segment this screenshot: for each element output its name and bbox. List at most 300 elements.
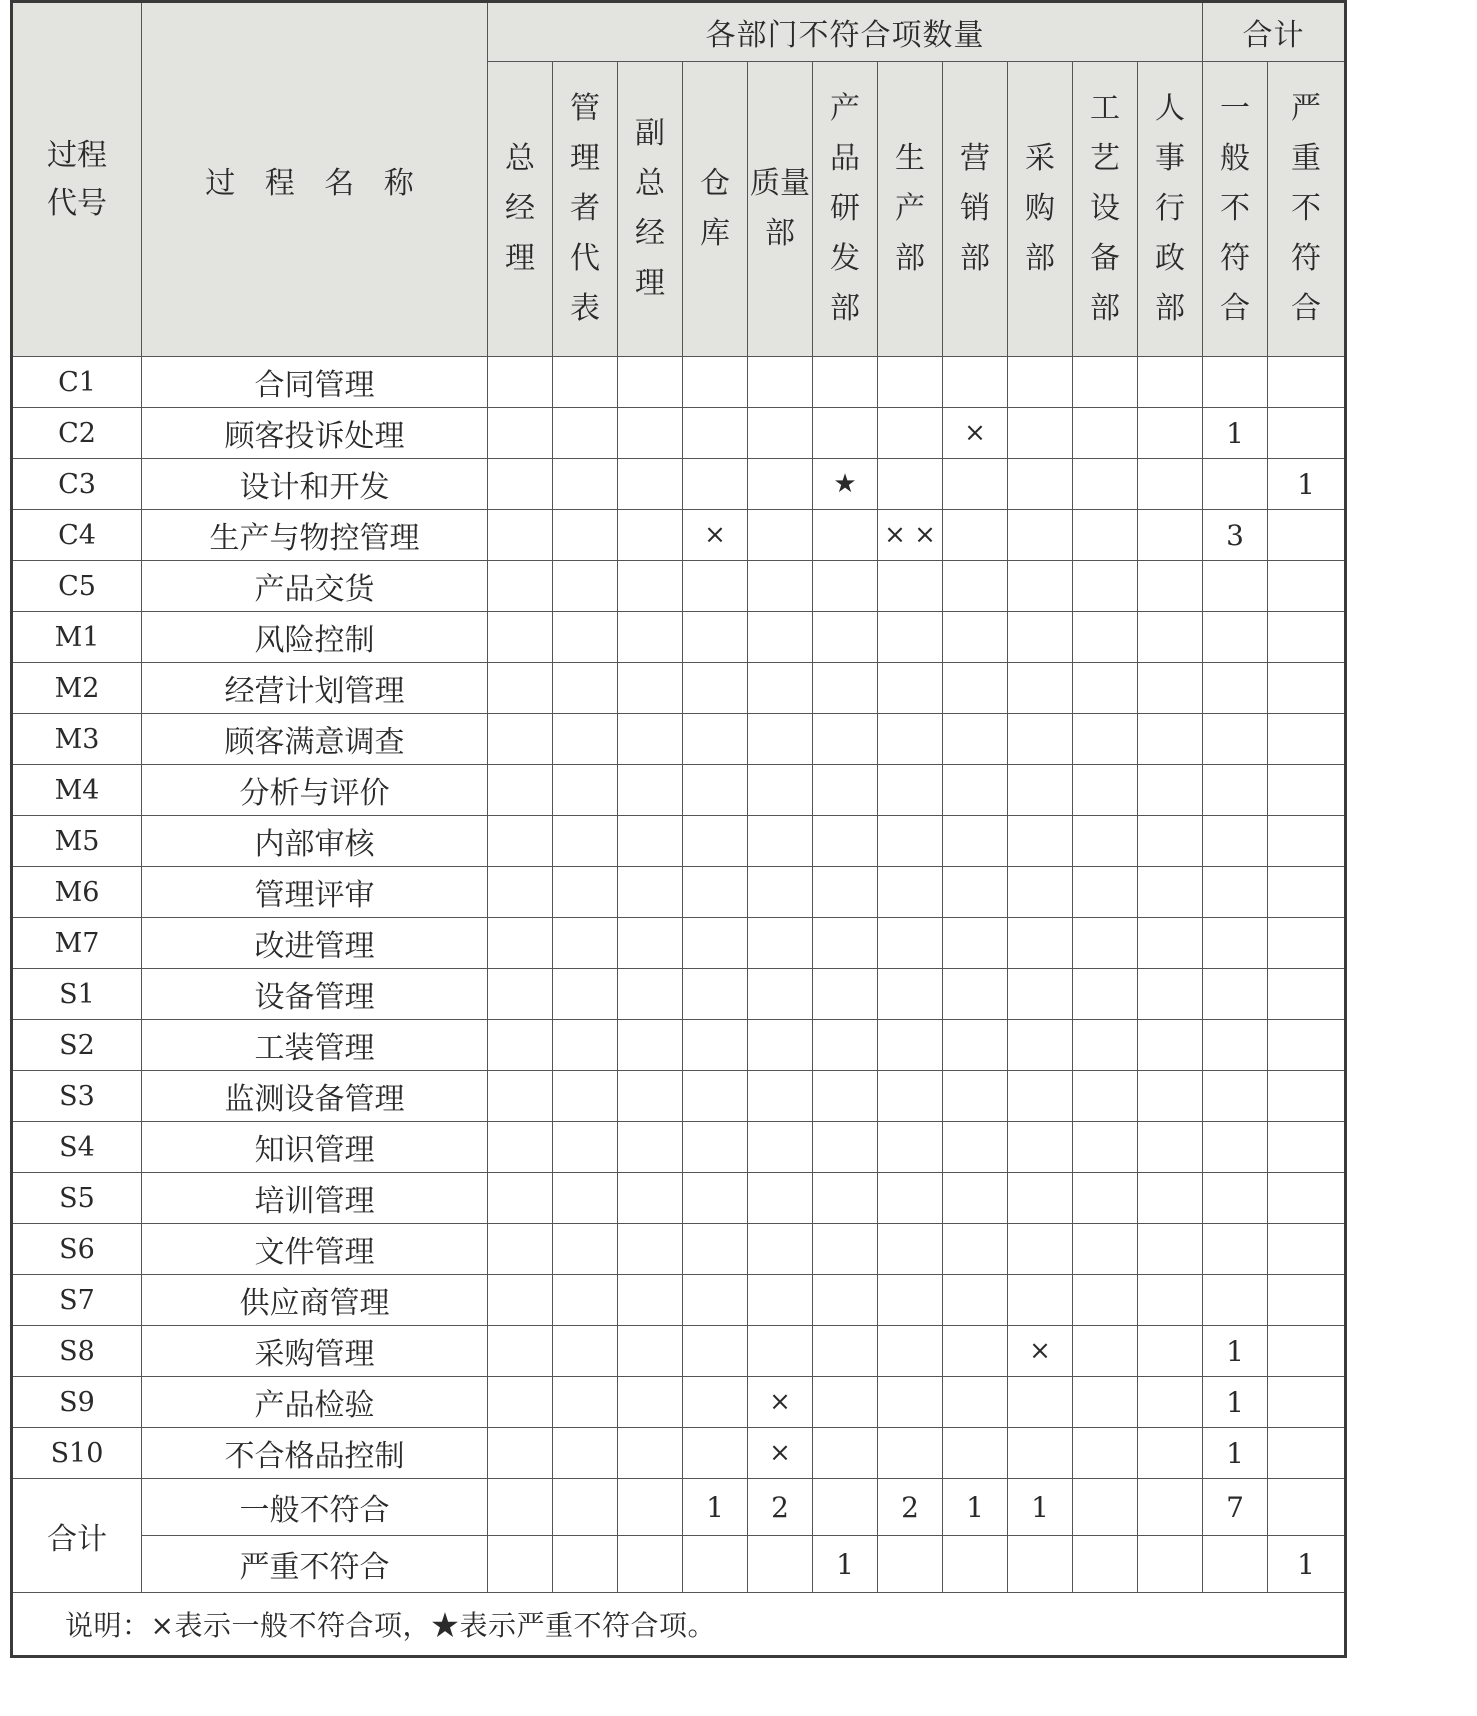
dept-cell (1138, 714, 1203, 765)
dept-cell (878, 765, 943, 816)
serious-total-cell (1268, 1377, 1346, 1428)
serious-total-cell (1268, 867, 1346, 918)
dept-cell (553, 867, 618, 918)
dept-cell (1138, 1071, 1203, 1122)
dept-cell (618, 714, 683, 765)
dept-cell (943, 1377, 1008, 1428)
serious-total-cell (1268, 1071, 1346, 1122)
process-code: M6 (12, 867, 142, 918)
table-row (12, 1377, 1346, 1428)
dept-cell (813, 765, 878, 816)
header-process-name: 过 程 名 称 (142, 2, 488, 357)
dept-cell (943, 1275, 1008, 1326)
dept-cell (488, 1071, 553, 1122)
dept-cell (748, 510, 813, 561)
dept-cell (1008, 1377, 1073, 1428)
serious-total-cell (1268, 969, 1346, 1020)
dept-cell (813, 1071, 878, 1122)
header-dept-6 (813, 62, 878, 357)
summary-dept-cell (683, 1536, 748, 1593)
dept-cell (943, 714, 1008, 765)
dept-cell (813, 969, 878, 1020)
dept-cell (683, 1224, 748, 1275)
dept-cell (553, 1020, 618, 1071)
header-char: 政 (1155, 241, 1185, 276)
dept-cell (1008, 765, 1073, 816)
dept-cell (748, 1020, 813, 1071)
general-total-cell (1203, 1224, 1268, 1275)
process-name: 顾客投诉处理 (142, 408, 488, 459)
header-dept-5-text (750, 159, 810, 259)
header-dept-4 (683, 62, 748, 357)
header-dept-11 (1138, 62, 1203, 357)
header-char: 库 (700, 216, 730, 251)
general-total-cell (1203, 1071, 1268, 1122)
table-row (12, 765, 1346, 816)
note-row (12, 1593, 1346, 1657)
dept-cell (553, 357, 618, 408)
dept-cell (1138, 1326, 1203, 1377)
header-char: 产 (895, 191, 925, 226)
process-code: S7 (12, 1275, 142, 1326)
dept-cell (1008, 561, 1073, 612)
serious-total-cell (1268, 357, 1346, 408)
dept-cell (943, 1071, 1008, 1122)
header-char: 采 (1025, 141, 1055, 176)
header-char: 重 (1291, 141, 1321, 176)
header-dept-4-text (700, 159, 730, 259)
dept-cell (943, 561, 1008, 612)
general-total-cell (1203, 867, 1268, 918)
dept-cell (553, 1326, 618, 1377)
header-char: 人 (1155, 91, 1185, 126)
dept-cell (488, 867, 553, 918)
dept-cell (488, 765, 553, 816)
general-total-cell (1203, 1020, 1268, 1071)
header-dept-3 (618, 62, 683, 357)
dept-cell (553, 1071, 618, 1122)
table-row (12, 816, 1346, 867)
header-char: 经 (505, 191, 535, 226)
dept-cell (1073, 1326, 1138, 1377)
dept-cell (748, 561, 813, 612)
header-char: 购 (1025, 191, 1055, 226)
header-char: 符 (1291, 241, 1321, 276)
header-dept-10-text (1090, 84, 1120, 334)
dept-cell (488, 357, 553, 408)
header-char: 部 (895, 241, 925, 276)
serious-total-cell (1268, 1173, 1346, 1224)
dept-cell (1073, 612, 1138, 663)
general-total-cell (1203, 663, 1268, 714)
dept-cell (553, 1173, 618, 1224)
dept-cell (618, 510, 683, 561)
header-process-code-line: 代号 (47, 185, 107, 221)
dept-cell (683, 561, 748, 612)
dept-cell (618, 1071, 683, 1122)
dept-cell (683, 714, 748, 765)
table-row (12, 1020, 1346, 1071)
dept-cell (878, 408, 943, 459)
process-code: M2 (12, 663, 142, 714)
dept-cell (618, 1326, 683, 1377)
process-name: 顾客满意调查 (142, 714, 488, 765)
dept-cell (748, 918, 813, 969)
summary-dept-cell (553, 1479, 618, 1536)
header-total-group: 合计 (1203, 2, 1346, 62)
process-code: S1 (12, 969, 142, 1020)
summary-dept-cell (1138, 1479, 1203, 1536)
dept-cell (1008, 1428, 1073, 1479)
dept-cell (1008, 867, 1073, 918)
dept-cell (943, 918, 1008, 969)
dept-cell: × × (878, 510, 943, 561)
process-name: 不合格品控制 (142, 1428, 488, 1479)
header-process-code-line: 过程 (47, 137, 107, 173)
dept-cell (748, 1122, 813, 1173)
dept-cell (618, 1173, 683, 1224)
process-name: 合同管理 (142, 357, 488, 408)
dept-cell (488, 561, 553, 612)
header-char: 营 (960, 141, 990, 176)
dept-cell (683, 357, 748, 408)
table-row (12, 1224, 1346, 1275)
dept-cell (1073, 918, 1138, 969)
serious-total-cell (1268, 510, 1346, 561)
table-row (12, 663, 1346, 714)
dept-cell (553, 1428, 618, 1479)
header-char: 销 (960, 191, 990, 226)
process-code: S5 (12, 1173, 142, 1224)
dept-cell (1073, 459, 1138, 510)
dept-cell (878, 663, 943, 714)
dept-cell (1138, 510, 1203, 561)
dept-cell (1138, 969, 1203, 1020)
dept-cell (943, 765, 1008, 816)
dept-cell (943, 663, 1008, 714)
header-char: 部 (1090, 291, 1120, 326)
table-row (12, 1275, 1346, 1326)
header-char: 部 (830, 291, 860, 326)
serious-total-cell (1268, 408, 1346, 459)
process-name: 产品交货 (142, 561, 488, 612)
process-code: M3 (12, 714, 142, 765)
dept-cell (1073, 969, 1138, 1020)
process-name: 经营计划管理 (142, 663, 488, 714)
dept-cell (748, 663, 813, 714)
dept-cell (618, 408, 683, 459)
table-row (12, 1326, 1346, 1377)
dept-cell (1138, 561, 1203, 612)
dept-cell (813, 867, 878, 918)
summary-dept-cell: 1 (683, 1479, 748, 1536)
dept-cell (813, 918, 878, 969)
dept-cell (618, 1224, 683, 1275)
header-char: 研 (830, 191, 860, 226)
dept-cell: ★ (813, 459, 878, 510)
header-dept-7 (878, 62, 943, 357)
dept-cell (1073, 1173, 1138, 1224)
general-total-cell: 3 (1203, 510, 1268, 561)
header-char: 备 (1090, 241, 1120, 276)
process-name: 采购管理 (142, 1326, 488, 1377)
process-code: C5 (12, 561, 142, 612)
dept-cell (878, 612, 943, 663)
dept-cell (683, 1275, 748, 1326)
dept-cell (878, 816, 943, 867)
dept-cell (488, 1377, 553, 1428)
process-code: S10 (12, 1428, 142, 1479)
dept-cell (618, 663, 683, 714)
header-total-2 (1268, 62, 1346, 357)
summary-dept-cell: 2 (878, 1479, 943, 1536)
process-code: M1 (12, 612, 142, 663)
dept-cell (748, 357, 813, 408)
table-header (12, 2, 1346, 357)
dept-cell (1008, 1071, 1073, 1122)
dept-cell (618, 357, 683, 408)
dept-cell (1008, 1224, 1073, 1275)
header-char: 部 (1025, 241, 1055, 276)
header-char: 符 (1220, 241, 1250, 276)
header-total-1 (1203, 62, 1268, 357)
dept-cell: × (943, 408, 1008, 459)
table-row (12, 510, 1346, 561)
dept-cell: × (748, 1377, 813, 1428)
dept-cell (878, 867, 943, 918)
dept-cell (618, 1020, 683, 1071)
dept-cell (618, 1275, 683, 1326)
dept-cell (553, 408, 618, 459)
process-code: C4 (12, 510, 142, 561)
dept-cell (488, 408, 553, 459)
dept-cell (618, 612, 683, 663)
dept-cell (1073, 1275, 1138, 1326)
summary-row (12, 1536, 1346, 1593)
header-char: 部 (960, 241, 990, 276)
dept-cell (1073, 765, 1138, 816)
header-char: 行 (1155, 191, 1185, 226)
process-name: 管理评审 (142, 867, 488, 918)
dept-cell (553, 1122, 618, 1173)
dept-cell (878, 1224, 943, 1275)
table-row (12, 1071, 1346, 1122)
process-name: 供应商管理 (142, 1275, 488, 1326)
dept-cell (488, 1173, 553, 1224)
header-total-2-text (1291, 84, 1321, 334)
summary-dept-cell: 1 (813, 1536, 878, 1593)
dept-cell (813, 1224, 878, 1275)
header-char: 艺 (1090, 141, 1120, 176)
dept-cell (748, 612, 813, 663)
dept-cell (683, 1326, 748, 1377)
dept-cell (683, 765, 748, 816)
dept-cell (878, 1122, 943, 1173)
dept-cell (618, 918, 683, 969)
serious-total-cell (1268, 918, 1346, 969)
summary-dept-cell (1073, 1536, 1138, 1593)
dept-cell (878, 1020, 943, 1071)
table-row (12, 714, 1346, 765)
dept-cell (813, 1173, 878, 1224)
dept-cell (683, 867, 748, 918)
dept-cell (878, 459, 943, 510)
serious-total-cell (1268, 663, 1346, 714)
dept-cell: × (1008, 1326, 1073, 1377)
dept-cell (683, 1122, 748, 1173)
dept-cell (1138, 459, 1203, 510)
summary-dept-cell (488, 1536, 553, 1593)
dept-cell (943, 1224, 1008, 1275)
dept-cell (813, 1377, 878, 1428)
serious-total-cell (1268, 1122, 1346, 1173)
header-char: 合 (1291, 291, 1321, 326)
general-total-cell: 1 (1203, 1326, 1268, 1377)
serious-total-cell (1268, 612, 1346, 663)
dept-cell (488, 612, 553, 663)
dept-cell (878, 1071, 943, 1122)
dept-cell (748, 459, 813, 510)
summary-dept-cell (748, 1536, 813, 1593)
process-name: 分析与评价 (142, 765, 488, 816)
dept-cell (683, 1071, 748, 1122)
dept-cell (748, 714, 813, 765)
dept-cell (1138, 1020, 1203, 1071)
dept-cell (1073, 1224, 1138, 1275)
dept-cell (748, 1071, 813, 1122)
dept-cell (488, 714, 553, 765)
header-dept-7-text (895, 134, 925, 284)
header-char: 严 (1291, 91, 1321, 126)
general-total-cell (1203, 561, 1268, 612)
dept-cell (618, 1428, 683, 1479)
dept-cell (488, 510, 553, 561)
header-char: 理 (570, 141, 600, 176)
summary-row (12, 1479, 1346, 1536)
dept-cell (813, 357, 878, 408)
dept-cell (1138, 1173, 1203, 1224)
header-char: 一 (1220, 91, 1250, 126)
header-char: 理 (505, 241, 535, 276)
process-name: 知识管理 (142, 1122, 488, 1173)
dept-cell (1008, 612, 1073, 663)
process-name: 改进管理 (142, 918, 488, 969)
header-char: 表 (570, 291, 600, 326)
general-total-cell (1203, 765, 1268, 816)
general-total-cell (1203, 1275, 1268, 1326)
dept-cell (748, 765, 813, 816)
dept-cell (488, 918, 553, 969)
dept-cell (943, 1326, 1008, 1377)
process-code: C2 (12, 408, 142, 459)
table-row (12, 408, 1346, 459)
header-char: 总 (505, 141, 535, 176)
dept-cell (618, 1122, 683, 1173)
dept-cell (553, 969, 618, 1020)
process-code: C3 (12, 459, 142, 510)
summary-dept-cell (813, 1479, 878, 1536)
dept-cell (1138, 867, 1203, 918)
dept-cell (1138, 1275, 1203, 1326)
serious-total-cell (1268, 1275, 1346, 1326)
header-char: 经 (635, 216, 665, 251)
header-char: 发 (830, 241, 860, 276)
dept-cell (1073, 1428, 1138, 1479)
header-char: 理 (635, 266, 665, 301)
summary-dept-cell (618, 1479, 683, 1536)
serious-total-cell (1268, 1326, 1346, 1377)
dept-cell (748, 1224, 813, 1275)
dept-cell: × (683, 510, 748, 561)
process-name: 监测设备管理 (142, 1071, 488, 1122)
dept-cell (553, 510, 618, 561)
process-name: 产品检验 (142, 1377, 488, 1428)
dept-cell (1073, 1071, 1138, 1122)
dept-cell: × (748, 1428, 813, 1479)
header-char: 生 (895, 141, 925, 176)
header-char: 品 (830, 141, 860, 176)
general-total-cell (1203, 918, 1268, 969)
dept-cell (488, 1020, 553, 1071)
table-row (12, 459, 1346, 510)
dept-cell (1073, 663, 1138, 714)
process-name: 培训管理 (142, 1173, 488, 1224)
dept-cell (683, 969, 748, 1020)
dept-cell (488, 663, 553, 714)
dept-cell (618, 765, 683, 816)
process-code: M4 (12, 765, 142, 816)
dept-cell (1138, 663, 1203, 714)
dept-cell (618, 969, 683, 1020)
dept-cell (878, 357, 943, 408)
dept-cell (683, 408, 748, 459)
header-char: 产 (830, 91, 860, 126)
dept-cell (683, 816, 748, 867)
header-dept-1-text (505, 134, 535, 284)
header-dept-9 (1008, 62, 1073, 357)
dept-cell (1073, 1377, 1138, 1428)
header-char: 不 (1291, 191, 1321, 226)
table-row (12, 1122, 1346, 1173)
header-dept-3-text (635, 109, 665, 309)
table-row (12, 1173, 1346, 1224)
serious-total-cell (1268, 561, 1346, 612)
summary-name: 一般不符合 (142, 1479, 488, 1536)
dept-cell (1008, 663, 1073, 714)
dept-cell (1073, 714, 1138, 765)
dept-cell (553, 561, 618, 612)
dept-cell (878, 714, 943, 765)
dept-cell (878, 969, 943, 1020)
header-char: 事 (1155, 141, 1185, 176)
general-total-cell: 1 (1203, 408, 1268, 459)
dept-cell (878, 1275, 943, 1326)
dept-cell (488, 1275, 553, 1326)
header-department-group: 各部门不符合项数量 (488, 2, 1203, 62)
dept-cell (683, 612, 748, 663)
dept-cell (553, 459, 618, 510)
dept-cell (1073, 408, 1138, 459)
summary-dept-cell: 2 (748, 1479, 813, 1536)
dept-cell (553, 1275, 618, 1326)
summary-dept-cell (618, 1536, 683, 1593)
process-code: S4 (12, 1122, 142, 1173)
dept-cell (618, 1377, 683, 1428)
dept-cell (878, 1326, 943, 1377)
dept-cell (748, 1326, 813, 1377)
header-char: 管 (570, 91, 600, 126)
process-name: 生产与物控管理 (142, 510, 488, 561)
